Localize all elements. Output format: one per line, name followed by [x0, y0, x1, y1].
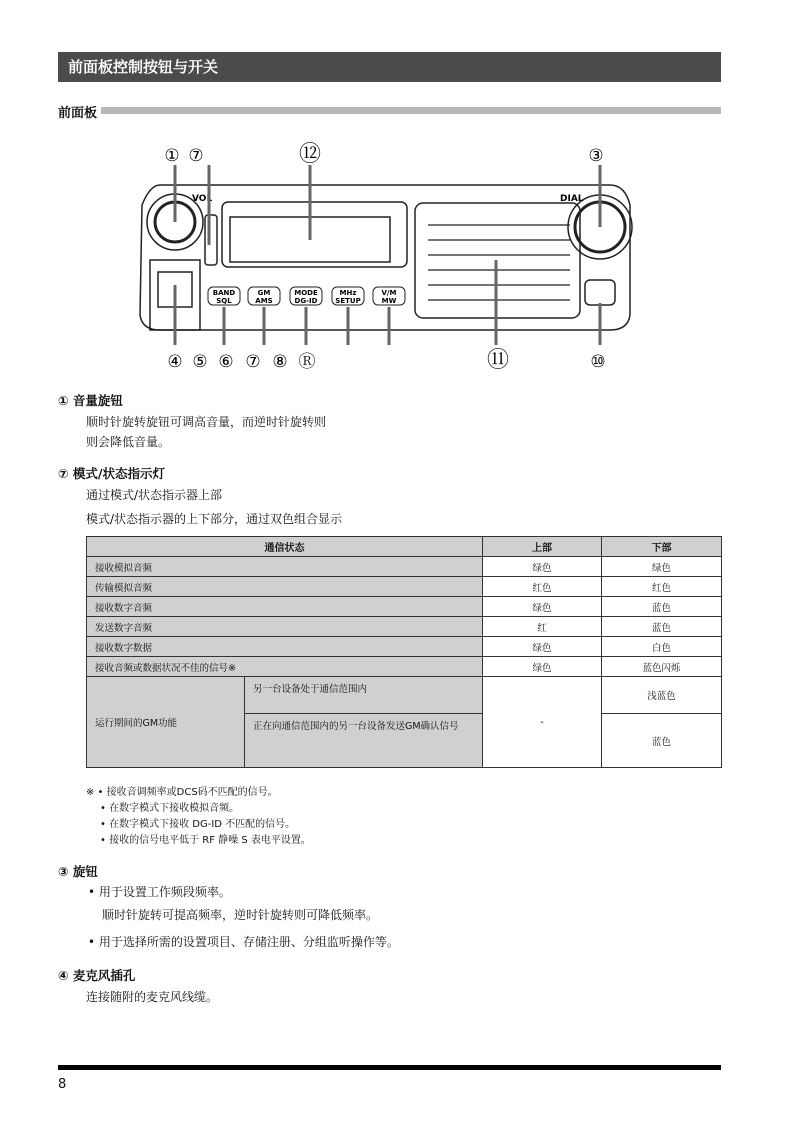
table-row: 传输模拟音频 红色 红色: [87, 577, 722, 597]
text: 顺时针旋转旋钮可调高音量，而逆时针旋转则: [86, 415, 327, 429]
mhz-setup-button[interactable]: [332, 287, 364, 305]
text: 连接随附的麦克风线缆。: [86, 990, 219, 1004]
callout-r: Ⓡ: [298, 352, 316, 372]
col-header: 通信状态: [87, 537, 483, 557]
callout-7: ⑦: [188, 146, 204, 166]
text: 通过模式/状态指示器上部: [86, 488, 223, 502]
callout-1: ①: [164, 146, 180, 166]
table-row: 接收音频或数据状况不佳的信号※ 绿色 蓝色闪烁: [87, 657, 722, 677]
callout-11: ⑪: [486, 348, 510, 373]
table-row: 正在向通信范围内的另一台设备发送GM确认信号 蓝色: [87, 714, 722, 768]
note: • 在数字模式下接收 DG-ID 不匹配的信号。: [100, 819, 296, 830]
vol-label: VOL: [192, 194, 213, 204]
svg-text:MW: MW: [381, 297, 397, 305]
callout-5: ⑤: [192, 352, 208, 372]
note: • 接收的信号电平低于 RF 静噪 S 表电平设置。: [100, 835, 311, 846]
front-panel-diagram: [130, 135, 650, 375]
table-row: 接收数字音频 绿色 蓝色: [87, 597, 722, 617]
col-header: 下部: [602, 537, 722, 557]
heading-volume: ① 音量旋钮: [58, 393, 123, 408]
vm-mw-button[interactable]: [373, 287, 405, 305]
band-sql-button[interactable]: [208, 287, 240, 305]
callout-7b: ⑦: [245, 352, 261, 372]
note: ※ • 接收音调频率或DCS码不匹配的信号。: [86, 787, 278, 798]
callout-8: ⑧: [272, 352, 288, 372]
dial-label: DIAL: [560, 194, 584, 204]
svg-text:SETUP: SETUP: [335, 297, 361, 305]
callout-10: ⑩: [590, 352, 606, 372]
note: • 在数字模式下接收模拟音频。: [100, 803, 240, 814]
table-row: 运行期间的GM功能 另一台设备处于通信范围内 - 浅蓝色: [87, 677, 722, 714]
heading-mic: ④ 麦克风插孔: [58, 968, 136, 983]
indicator-table: [86, 536, 722, 768]
text: 模式/状态指示器的上下部分，通过双色组合显示: [86, 512, 343, 526]
svg-text:MHz: MHz: [339, 289, 357, 297]
svg-text:DG-ID: DG-ID: [294, 297, 318, 305]
callout-6: ⑥: [218, 352, 234, 372]
svg-text:AMS: AMS: [255, 297, 273, 305]
text: • 用于设置工作频段频率。: [88, 885, 231, 899]
footer-rule: [58, 1065, 721, 1070]
page-number: 8: [58, 1077, 67, 1092]
callout-12: ⑫: [298, 142, 322, 167]
svg-text:MODE: MODE: [294, 289, 318, 297]
subtitle: 前面板: [58, 102, 101, 121]
callout-4: ④: [167, 352, 183, 372]
table-row: 接收数字数据 绿色 白色: [87, 637, 722, 657]
gm-ams-button[interactable]: [248, 287, 280, 305]
mode-dgid-button[interactable]: [290, 287, 322, 305]
heading-indicator: ⑦ 模式/状态指示灯: [58, 466, 166, 481]
svg-text:V/M: V/M: [381, 289, 397, 297]
table-row: 发送数字音频 红 蓝色: [87, 617, 722, 637]
subtitle-bar: [100, 107, 721, 114]
svg-text:BAND: BAND: [212, 289, 236, 297]
svg-text:SQL: SQL: [216, 297, 232, 305]
section-title-bar: 前面板控制按钮与开关: [58, 52, 721, 82]
text: • 用于选择所需的设置项目、存储注册、分组监听操作等。: [88, 935, 399, 949]
table-row: 接收模拟音频 绿色 绿色: [87, 557, 722, 577]
col-header: 上部: [483, 537, 602, 557]
heading-dial: ③ 旋钮: [58, 864, 98, 879]
text: 顺时针旋转可提高频率，逆时针旋转则可降低频率。: [102, 908, 379, 922]
text: 则会降低音量。: [86, 435, 171, 449]
callout-3: ③: [588, 146, 604, 166]
svg-text:GM: GM: [257, 289, 271, 297]
